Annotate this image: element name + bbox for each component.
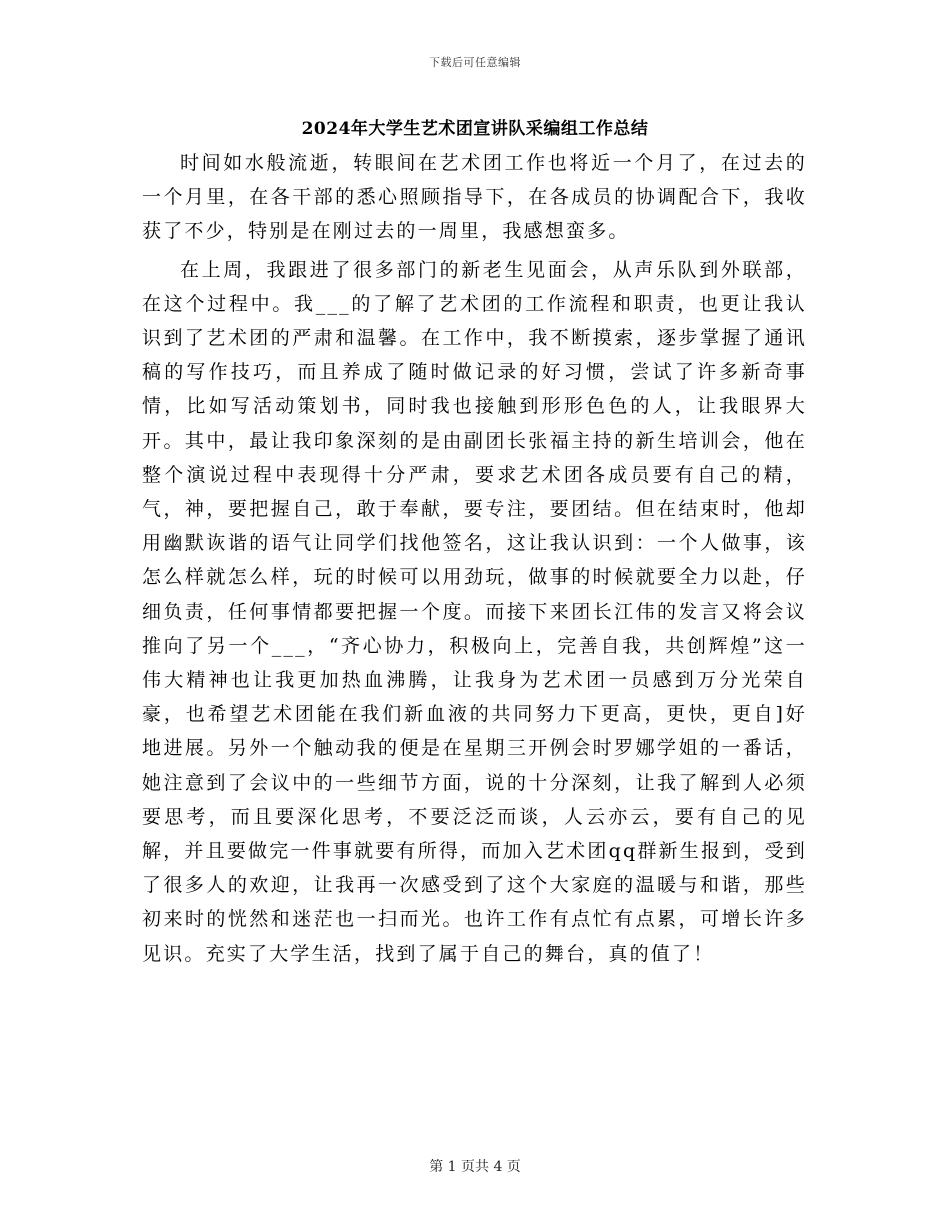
document-body <box>142 146 807 975</box>
document-title: 2024年大学生艺术团宣讲队采编组工作总结 <box>301 119 649 139</box>
page-header-note: 下载后可任意编辑 <box>429 56 521 69</box>
body-paragraph: 在上周，我跟进了很多部门的新老生见面会，从声乐队到外联部，在这个过程中。我___的了解了艺术团的工作流程和职责，也更让我认识到了艺术团的严肃和温馨。在工作中，我不断摸索，逐步掌握了通讯稿的写作技巧，而且养成了随时做记录的好习惯，尝试了许多新奇事情，比如写活动策划书，同时我也接触到形形色色的人，让我眼界大开。其中，最让我印象深刻的是由副团长张福主持的新生培训会，他在整个演说过程中表现得十分严肃，要求艺术团各成员要有自己的精，气，神，要把握自己，敢于奉献，要专注，要团结。但在结束时，他却用幽默诙谐的语气让同学们找他签名，这让我认识到：一个人做事，该怎么样就怎么样，玩的时候可以用劲玩，做事的时候就要全力以赴，仔细负责，任何事情都要把握一个度。而接下来团长江伟的发言又将会议推向了另一个___，“齐心协力，积极向上，完善自我，共创辉煌”这一伟大精神也让我更加热血沸腾，让我身为艺术团一员感到万分光荣自豪，也希望艺术团能在我们新血液的共同努力下更高，更快，更自]好地进展。另外一个触动我的便是在星期三开例会时罗娜学姐的一番话，她注意到了会议中的一些细节方面，说的十分深刻，让我了解到人必须要思考，而且要深化思考，不要泛泛而谈，人云亦云，要有自己的见解，并且要做完一件事就要有所得，而加入艺术团qq群新生报到，受到了很多人的欢迎，让我再一次感受到了这个大家庭的温暖与和谐，那些初来时的恍然和迷茫也一扫而光。也许工作有点忙有点累，可增长许多见识。充实了大学生活，找到了属于自己的舞台，真的值了！ <box>142 258 807 965</box>
body-paragraph: 时间如水般流逝，转眼间在艺术团工作也将近一个月了，在过去的一个月里，在各干部的悉心照顾指导下，在各成员的协调配合下，我收获了不少，特别是在刚过去的一周里，我感想蛮多。 <box>142 152 807 243</box>
page-footer-indicator: 第 1 页共 4 页 <box>429 1159 521 1175</box>
